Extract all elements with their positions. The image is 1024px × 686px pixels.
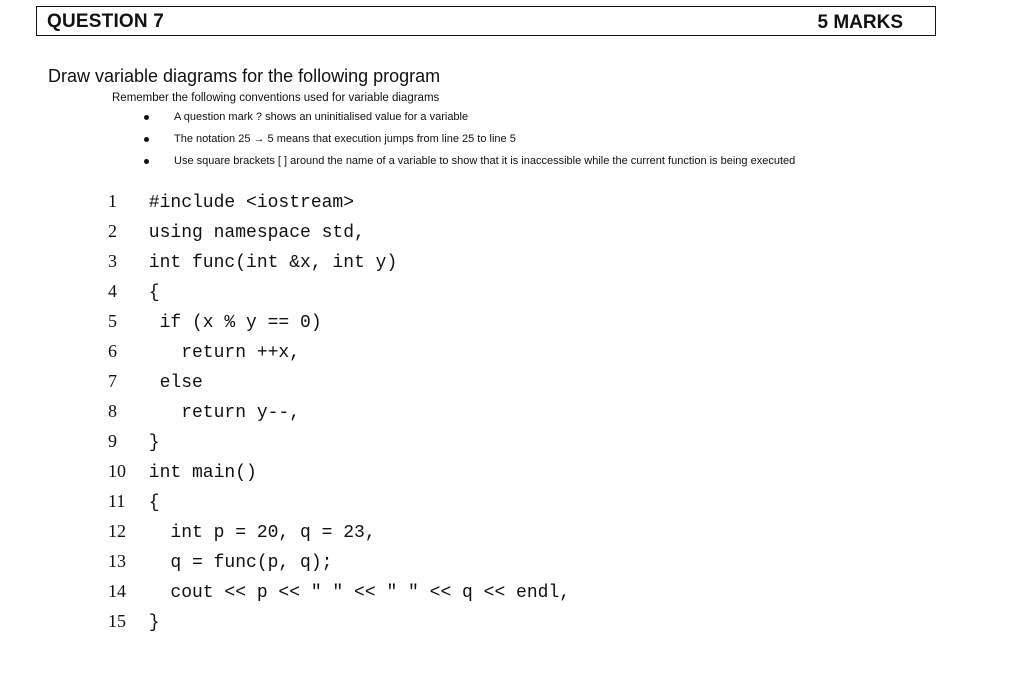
conventions-list: [144, 110, 795, 176]
code-line: [108, 368, 570, 398]
code-listing: [108, 188, 570, 638]
bullet-icon: [144, 159, 149, 164]
code-text: {: [138, 283, 160, 303]
code-text: q = func(p, q);: [138, 553, 333, 573]
convention-item: A question mark ? shows an uninitialised value for a variable: [144, 110, 795, 132]
code-text: int main(): [138, 463, 257, 483]
code-line: [108, 248, 570, 278]
line-number: 8: [108, 401, 117, 421]
question-marks: 5 MARKS: [817, 12, 903, 33]
code-text: #include <iostream>: [138, 193, 355, 213]
instruction-text: Draw variable diagrams for the following program: [48, 66, 441, 86]
bullet-icon: [144, 115, 149, 120]
code-line: [108, 278, 570, 308]
line-number: 2: [108, 221, 117, 241]
line-number: 13: [108, 551, 126, 571]
convention-item: The notation 25 → 5 means that execution jumps from line 25 to line 5: [144, 132, 795, 154]
remember-text: Remember the following conventions used for variable diagrams: [112, 92, 440, 104]
question-number: QUESTION 7: [47, 11, 165, 32]
code-text: return ++x,: [138, 343, 301, 363]
code-line: [108, 548, 570, 578]
code-line: [108, 488, 570, 518]
line-number: 6: [108, 341, 117, 361]
line-number: 10: [108, 461, 126, 481]
line-number: 11: [108, 491, 126, 511]
line-number: 7: [108, 371, 117, 391]
code-text: else: [138, 373, 203, 393]
line-number: 14: [108, 581, 126, 601]
code-line: [108, 578, 570, 608]
line-number: 4: [108, 281, 117, 301]
code-text: }: [138, 433, 160, 453]
line-number: 3: [108, 251, 117, 271]
code-text: int p = 20, q = 23,: [138, 523, 376, 543]
line-number: 9: [108, 431, 117, 451]
line-number: 15: [108, 611, 126, 631]
code-line: [108, 398, 570, 428]
code-line: [108, 188, 570, 218]
code-text: {: [138, 493, 160, 513]
code-line: [108, 458, 570, 488]
line-number: 12: [108, 521, 126, 541]
code-text: using namespace std,: [138, 223, 365, 243]
code-line: [108, 308, 570, 338]
code-line: [108, 608, 570, 638]
code-text: int func(int &x, int y): [138, 253, 398, 273]
code-text: }: [138, 613, 160, 633]
code-text: cout << p << " " << " " << q << endl,: [138, 583, 571, 603]
bullet-icon: [144, 137, 149, 142]
code-line: [108, 518, 570, 548]
code-line: [108, 218, 570, 248]
line-number: 5: [108, 311, 117, 331]
line-number: 1: [108, 191, 117, 211]
convention-item: Use square brackets [ ] around the name of a variable to show that it is inaccessible while the current function is being executed: [144, 154, 795, 176]
code-line: [108, 428, 570, 458]
code-text: return y--,: [138, 403, 301, 423]
question-header: [36, 6, 936, 36]
code-line: [108, 338, 570, 368]
code-text: if (x % y == 0): [138, 313, 322, 333]
